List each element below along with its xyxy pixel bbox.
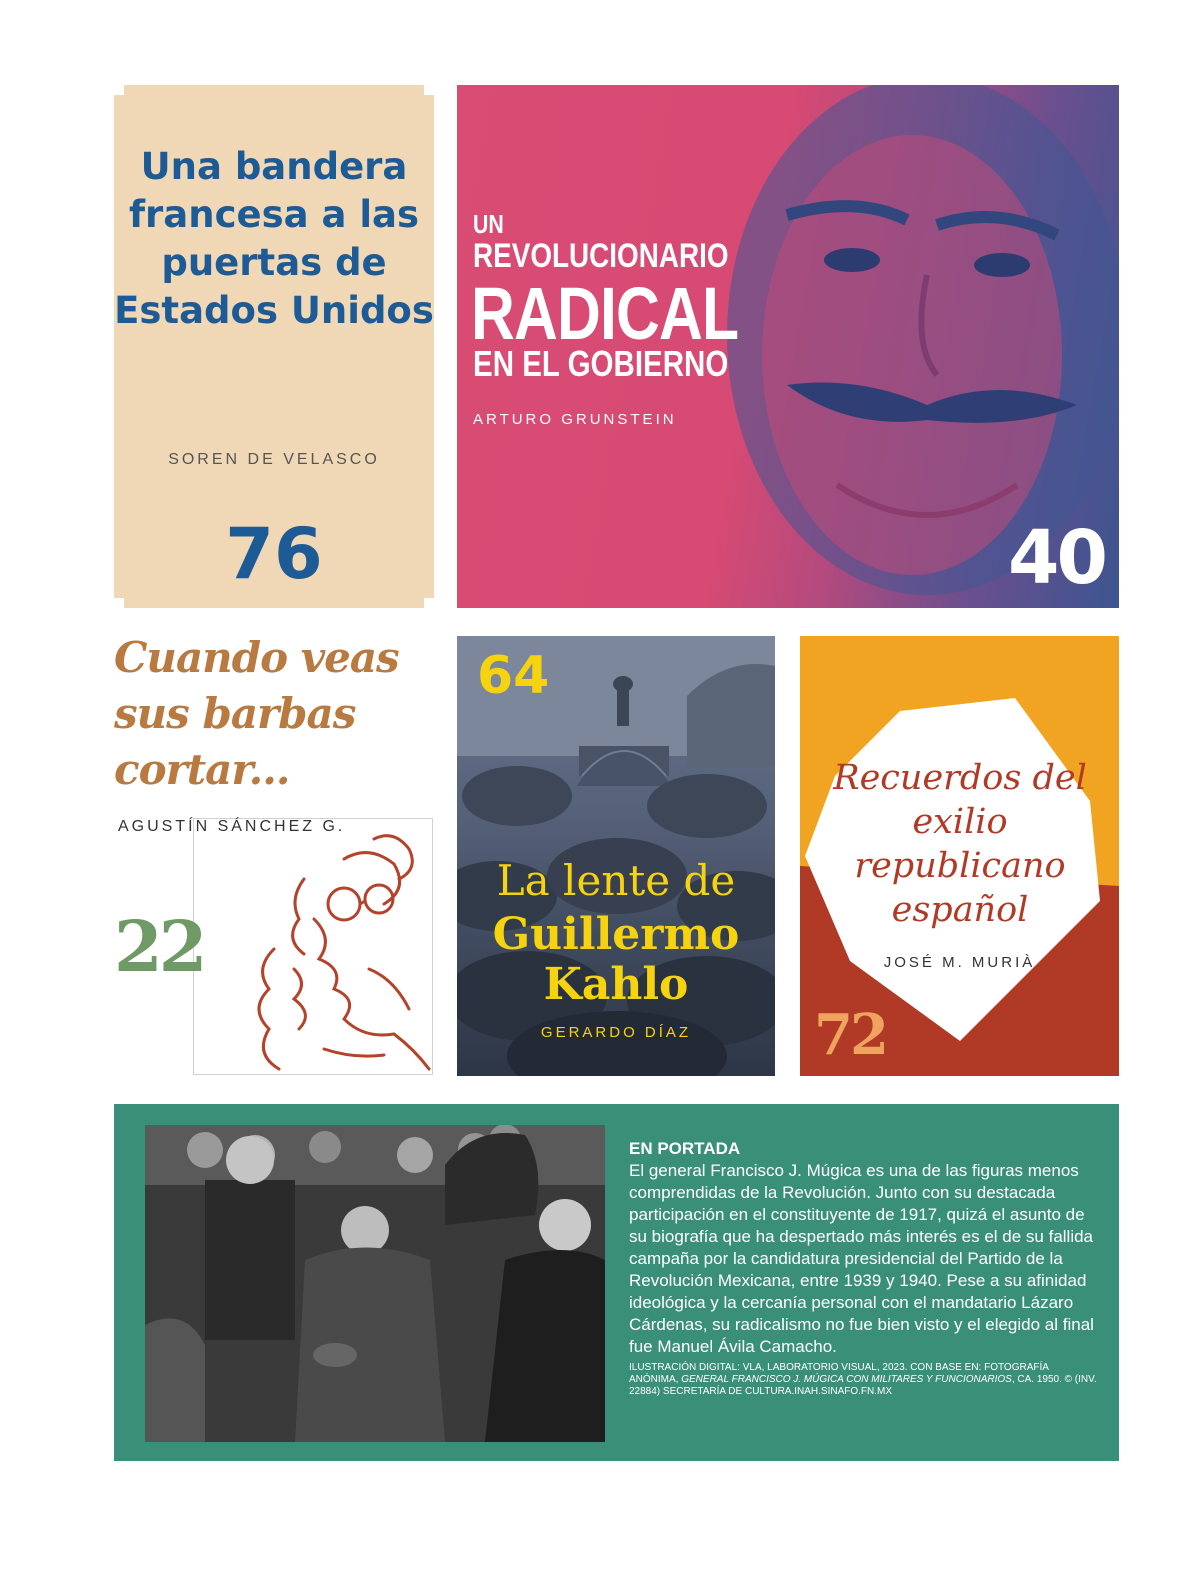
- title-line: RADICAL: [471, 272, 739, 355]
- title-line: La lente de: [496, 856, 736, 905]
- cover-description: [629, 1138, 1099, 1398]
- corner-notch: [424, 598, 434, 608]
- page-number: 64: [477, 646, 550, 706]
- cover-photo: [145, 1125, 605, 1442]
- photo-credit: [629, 1362, 1099, 1398]
- section-label: EN PORTADA: [629, 1139, 741, 1158]
- article-card-40[interactable]: [457, 85, 1119, 608]
- caricature-frame: [193, 818, 433, 1075]
- article-title: Recuerdos del exilio republicano español: [833, 758, 1087, 930]
- page-number: 72: [814, 1002, 886, 1068]
- corner-notch: [114, 85, 124, 95]
- credit-text: ILUSTRACIÓN DIGITAL: VLA, LABORATORIO VISUAL, 2023. CON BASE EN: FOTOGRAFÍA ANÓNIMA,: [629, 1362, 1049, 1385]
- article-card-64[interactable]: [457, 636, 775, 1076]
- cover-panel: [114, 1104, 1119, 1461]
- corner-notch: [114, 598, 124, 608]
- military-officials-photo: [145, 1125, 605, 1442]
- title-line: Guillermo Kahlo: [492, 909, 740, 1010]
- article-card-76[interactable]: [114, 85, 434, 608]
- corner-notch: [424, 85, 434, 95]
- article-author: ARTURO GRUNSTEIN: [473, 411, 677, 428]
- article-card-72[interactable]: [800, 636, 1119, 1076]
- page-number: 22: [114, 905, 204, 988]
- credit-text: , CA. 1950. © (INV. 22884) SECRETARÍA DE CULTURA.INAH.SINAFO.FN.MX: [629, 1374, 1097, 1397]
- title-line: EN EL GOBIERNO: [473, 343, 729, 384]
- article-author: SOREN DE VELASCO: [168, 451, 380, 468]
- caricature-illustration: [194, 819, 432, 1074]
- article-author: GERARDO DÍAZ: [540, 1024, 692, 1041]
- cover-body: El general Francisco J. Múgica es una de las figuras menos comprendidas de la Revolución. Junto con su destacada participación en el constituyente de 1917, quizá el asunto de su biografía que ha despertado más interés es el de su fallida campaña por la candidatura presidencial del Partido de la Revolución Mexicana, entre 1939 y 1940. Pese a su afinidad ideológica y la cercanía personal con el mandatario Lázaro Cárdenas, su radicalismo no fue bien visto y el elegido al final fue Manuel Ávila Camacho.: [629, 1161, 1094, 1356]
- article-author: JOSÉ M. MURIÀ: [883, 954, 1036, 971]
- page-number: 76: [225, 513, 323, 595]
- credit-title: GENERAL FRANCISCO J. MÚGICA CON MILITARES Y FUNCIONARIOS: [681, 1374, 1012, 1385]
- title-line: REVOLUCIONARIO: [473, 237, 729, 275]
- article-author: AGUSTÍN SÁNCHEZ G.: [118, 818, 346, 835]
- article-title: Una bandera francesa a las puertas de Estados Unidos: [114, 145, 434, 332]
- page-number: 40: [1008, 515, 1105, 601]
- title-line: UN: [473, 209, 504, 239]
- article-title: Cuando veas sus barbas cortar...: [114, 633, 399, 794]
